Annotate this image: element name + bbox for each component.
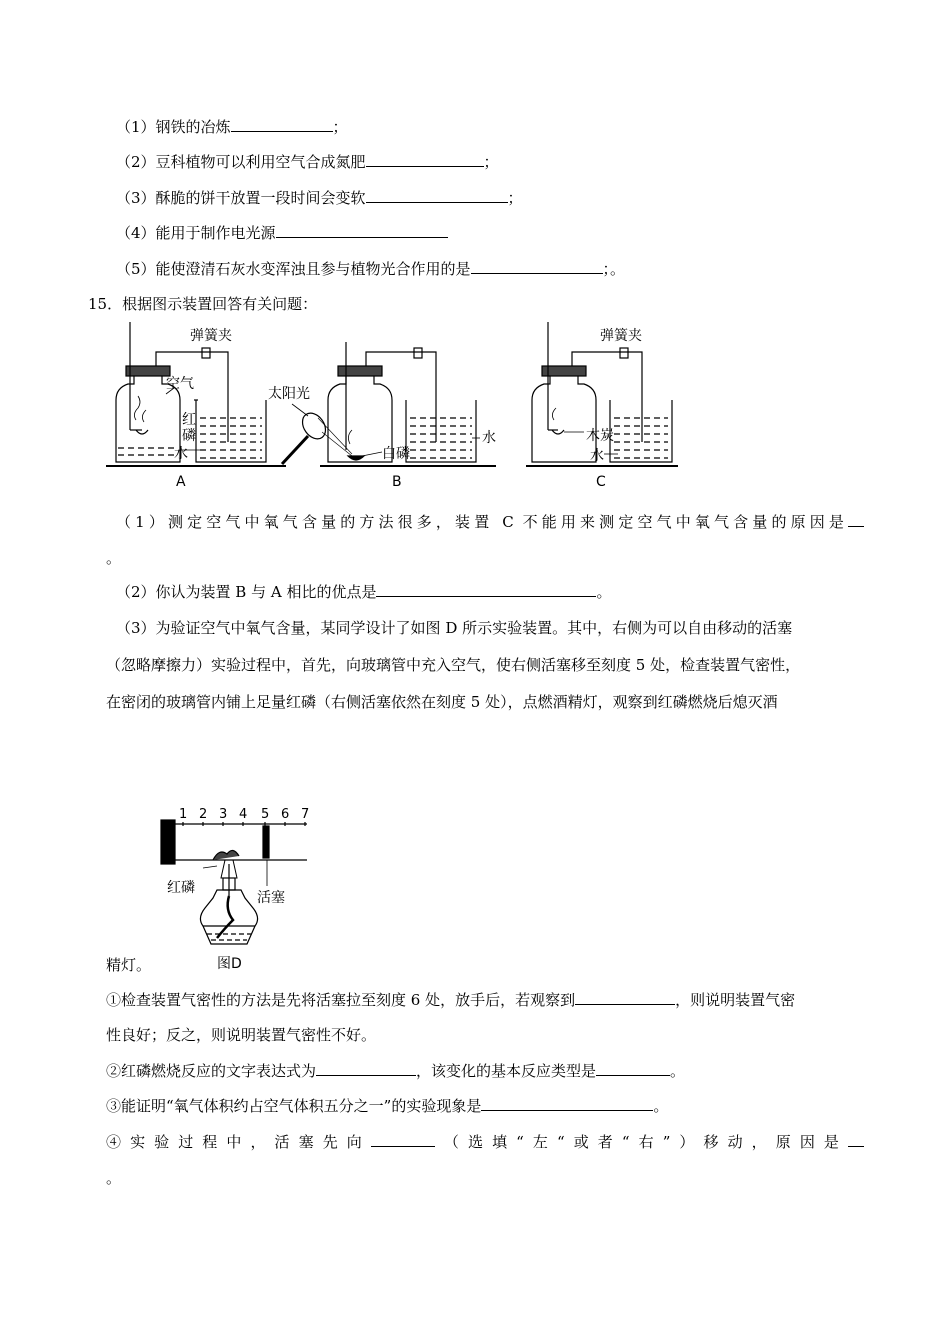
label-b: B — [392, 474, 402, 490]
answer-blank[interactable] — [276, 223, 448, 238]
q15-sub4: ④实验过程中，活塞先向 （选填“左“或者“右”）移动，原因是 — [106, 1132, 864, 1152]
answer-blank[interactable] — [366, 152, 484, 167]
answer-blank[interactable] — [575, 990, 675, 1005]
label-water-c: 水 — [590, 448, 604, 464]
label-red-p-d: 红磷 — [167, 880, 195, 896]
tick-2: 2 — [199, 807, 208, 822]
q14-item-3: （3）酥脆的饼干放置一段时间会变软 ； — [116, 189, 523, 207]
q15-part1: （1）测定空气中氧气含量的方法很多，装置 C 不能用来测定空气中氧气含量的原因是 — [116, 512, 864, 532]
answer-blank[interactable] — [366, 188, 508, 203]
answer-blank[interactable] — [316, 1061, 416, 1076]
answer-blank[interactable] — [231, 117, 333, 132]
q15-part3-line2: （忽略摩擦力）实验过程中，首先，向玻璃管中充入空气，使右侧活塞移至刻度 5 处，检查装置气密性， — [106, 656, 801, 674]
q15-part1-end: 。 — [106, 549, 122, 567]
apparatus-figure-d — [155, 804, 315, 976]
tick-6: 6 — [281, 807, 290, 822]
answer-blank[interactable] — [848, 512, 864, 527]
label-charcoal: 木炭 — [586, 428, 614, 444]
answer-blank[interactable] — [471, 259, 603, 274]
answer-blank[interactable] — [376, 582, 596, 597]
q15-sub4-end: 。 — [106, 1169, 122, 1187]
q15-sub2: ②红磷燃烧反应的文字表达式为 ，该变化的基本反应类型是 。 — [106, 1062, 686, 1080]
q14-item-5: （5）能使澄清石灰水变浑浊且参与植物光合作用的是 ；。 — [116, 260, 626, 278]
q15-part3-line4: 精灯。 — [106, 956, 152, 974]
label-sunlight: 太阳光 — [268, 386, 310, 402]
q15-sub3: ③能证明“氧气体积约占空气体积五分之一”的实验现象是 。 — [106, 1097, 669, 1115]
q14-item-2: （2）豆科植物可以利用空气合成氮肥 ； — [116, 153, 499, 171]
answer-blank[interactable] — [371, 1132, 435, 1147]
label-a: A — [176, 474, 186, 490]
q15-part2: （2）你认为装置 B 与 A 相比的优点是 。 — [116, 583, 612, 601]
label-water-a: 水 — [174, 446, 188, 462]
q15-part3-line1: （3）为验证空气中氧气含量，某同学设计了如图 D 所示实验装置。其中，右侧为可以自由移动的活塞 — [116, 619, 793, 637]
q14-item-4: （4）能用于制作电光源 — [116, 223, 448, 243]
label-spring-clip-c: 弹簧夹 — [600, 328, 642, 344]
label-air: 空气 — [166, 376, 194, 392]
tick-7: 7 — [301, 807, 310, 822]
label-red-p-2: 磷 — [182, 428, 196, 444]
apparatus-figure-abc — [96, 322, 686, 492]
answer-blank[interactable] — [848, 1132, 864, 1147]
q14-item-1: （1）钢铁的冶炼 ； — [116, 118, 348, 136]
q15-sub1-line2: 性良好；反之，则说明装置气密性不好。 — [106, 1026, 377, 1044]
label-fig-d: 图D — [217, 956, 242, 972]
label-water-b: 水 — [482, 430, 496, 446]
q15-title: 15．根据图示装置回答有关问题： — [88, 295, 318, 313]
answer-blank[interactable] — [481, 1096, 653, 1111]
label-white-p: 白磷 — [382, 446, 410, 462]
q15-part3-line3: 在密闭的玻璃管内铺上足量红磷（右侧活塞依然在刻度 5 处），点燃酒精灯，观察到红磷燃烧后熄灭酒 — [106, 693, 778, 711]
label-red-p-1: 红 — [182, 412, 196, 428]
label-c: C — [596, 474, 606, 490]
tick-1: 1 — [179, 807, 188, 822]
label-spring-clip-a: 弹簧夹 — [190, 328, 232, 344]
tick-4: 4 — [239, 807, 248, 822]
answer-blank[interactable] — [596, 1061, 670, 1076]
q15-sub1: ①检查装置气密性的方法是先将活塞拉至刻度 6 处，放手后，若观察到 ，则说明装置气密 — [106, 991, 796, 1009]
tick-5: 5 — [261, 807, 270, 822]
tick-3: 3 — [219, 807, 228, 822]
label-piston: 活塞 — [257, 890, 285, 906]
